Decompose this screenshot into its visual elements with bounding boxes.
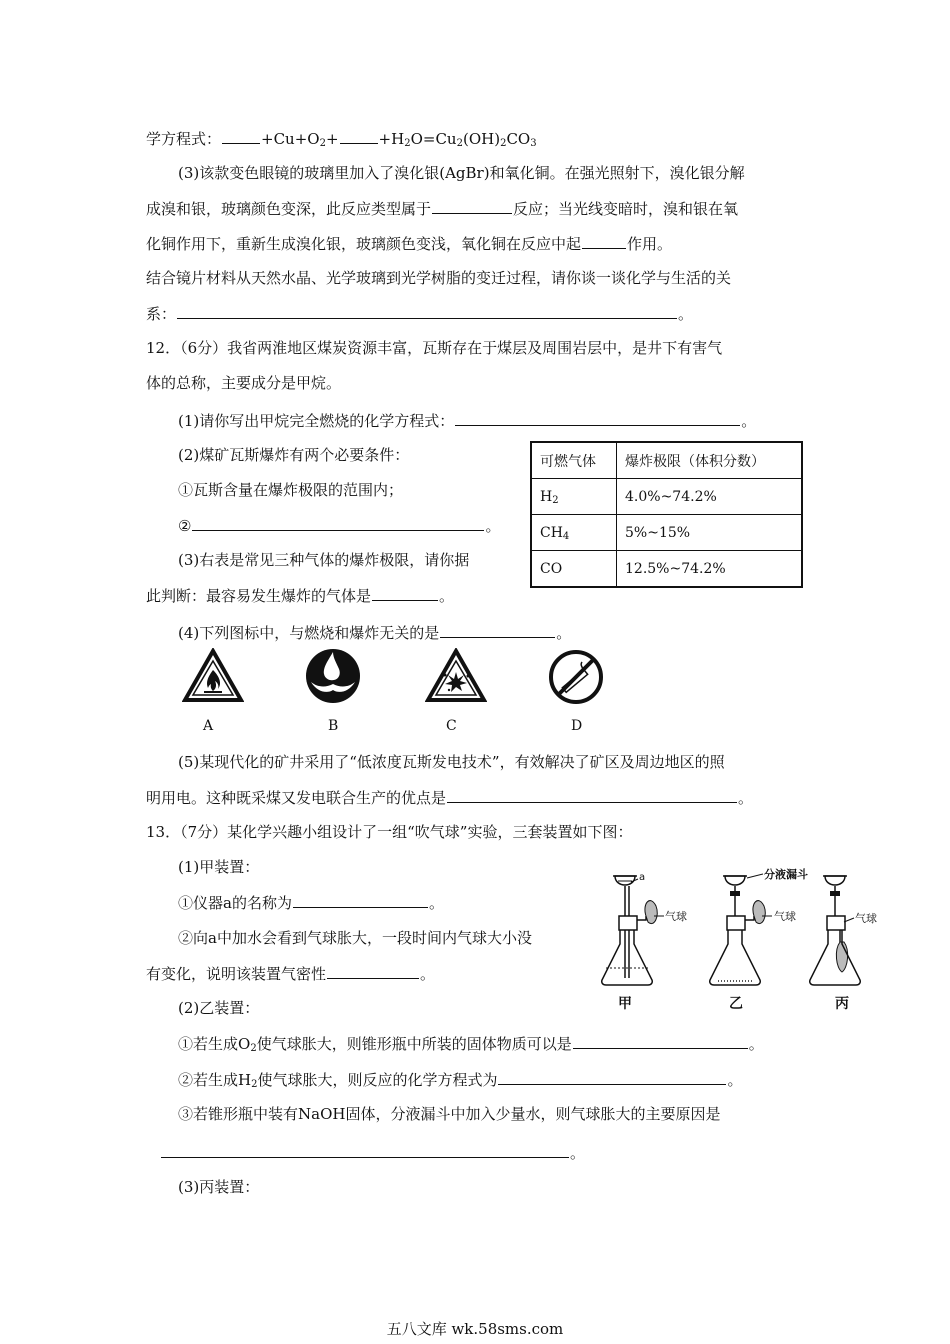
question-13-part3: (3)丙装置： [178, 1178, 260, 1196]
paragraph-line: ②若生成$H_2$使气球胀大，则反应的化学方程式为 。 [178, 1071, 743, 1090]
condition-1: ①瓦斯含量在爆炸极限的范围内； [178, 481, 404, 499]
paragraph-line: ①若生成$O_2$使气球胀大，则锥形瓶中所装的固体物质可以是 。 [178, 1035, 764, 1054]
balloon-label: 气球 [855, 912, 877, 925]
blank [222, 128, 260, 144]
paragraph-line: 。 [160, 1142, 585, 1163]
blank [573, 1033, 748, 1049]
question-13-part2: (2)乙装置： [178, 999, 260, 1017]
paragraph-line: 此判断：最容易发生爆炸的气体是 。 [146, 587, 455, 605]
sign-label-c: C [446, 718, 457, 734]
blank [177, 303, 677, 319]
balloon-label: 气球 [665, 910, 687, 923]
table-row [531, 479, 802, 515]
question-12-part2: (2)煤矿瓦斯爆炸有两个必要条件： [178, 446, 410, 464]
equation-line: 学方程式： $+Cu+O_2+ +H_2O=Cu_2(OH)_2CO_3$ [146, 130, 537, 149]
sign-label-b: B [328, 718, 339, 734]
blank [455, 410, 740, 426]
paragraph-line: 结合镜片材料从天然水晶、光学玻璃到光学树脂的变迁过程，请你谈一谈化学与生活的关 [146, 269, 732, 287]
table-row [531, 551, 802, 588]
label-bing: 丙 [835, 996, 849, 1012]
question-13-part1: (1)甲装置： [178, 858, 260, 876]
apparatus-yi [710, 868, 808, 1012]
blank [192, 515, 484, 531]
explosive-sign-icon [425, 648, 487, 704]
funnel-label: 分液漏斗 [764, 868, 808, 881]
sign-label-a: A [203, 718, 214, 734]
paragraph-line: ③若锥形瓶中装有NaOH固体，分液漏斗中加入少量水，则气球胀大的主要原因是 [178, 1105, 721, 1123]
condition-2: ② 。 [178, 517, 501, 535]
paragraph-line: ②向a中加水会看到气球胀大，一段时间内气球大小没 [178, 929, 532, 947]
table-cell: 5%~15% [617, 515, 803, 551]
no-smoking-sign-icon [547, 648, 605, 706]
table-cell: 4.0%~74.2% [617, 479, 803, 515]
blank [582, 233, 626, 249]
apparatus-bing [810, 876, 877, 1012]
label-yi: 乙 [729, 996, 743, 1012]
question-12-part4: (4)下列图标中，与燃烧和爆炸无关的是 。 [178, 624, 572, 642]
sign-label-d: D [571, 718, 583, 734]
table-header-cell: 爆炸极限（体积分数） [617, 442, 803, 479]
question-12-part3: (3)右表是常见三种气体的爆炸极限，请你据 [178, 551, 470, 569]
balloon-apparatus-figure [598, 868, 888, 1018]
paragraph-line: 有变化，说明该装置气密性 。 [146, 965, 436, 983]
paragraph-line: ①仪器a的名称为 。 [178, 894, 444, 912]
water-sign-icon [303, 646, 363, 706]
apparatus-jia [602, 872, 687, 1012]
paragraph-line: 明用电。这种既采煤又发电联合生产的优点是 。 [146, 789, 754, 807]
question-12-part1: (1)请你写出甲烷完全燃烧的化学方程式： 。 [178, 412, 757, 430]
label-a: a [639, 872, 646, 883]
paragraph-line: 体的总称，主要成分是甲烷。 [146, 374, 342, 392]
footer-watermark: 五八文库 wk.58sms.com [386, 1320, 564, 1338]
table-row [531, 515, 802, 551]
table-cell: 12.5%~74.2% [617, 551, 803, 588]
table-cell: $CH_4$ [531, 515, 617, 551]
blank [161, 1142, 569, 1158]
blank [447, 787, 737, 803]
paragraph-line: 化铜作用下，重新生成溴化银，玻璃颜色变浅，氧化铜在反应中起 作用。 [146, 235, 673, 253]
table-cell: $H_2$ [531, 479, 617, 515]
label-jia: 甲 [618, 996, 632, 1012]
balloon-label: 气球 [774, 910, 796, 923]
blank [293, 892, 428, 908]
paragraph-line: (3)该款变色眼镜的玻璃里加入了溴化银(AgBr)和氧化铜。在强光照射下，溴化银分解 [178, 164, 745, 182]
blank [498, 1069, 726, 1085]
table-cell: CO [531, 551, 617, 588]
question-13-title: 13．（7分）某化学兴趣小组设计了一组“吹气球”实验，三套装置如下图： [146, 823, 633, 841]
blank [432, 198, 512, 214]
flammable-sign-icon [182, 648, 244, 704]
explosion-limit-table [530, 441, 803, 588]
question-12-part5: (5)某现代化的矿井采用了“低浓度瓦斯发电技术”，有效解决了矿区及周边地区的照 [178, 753, 725, 771]
paragraph-line: 系： 。 [146, 305, 694, 323]
blank [440, 622, 555, 638]
paragraph-line: 成溴和银，玻璃颜色变深，此反应类型属于 反应；当光线变暗时，溴和银在氧 [146, 200, 739, 218]
blank [327, 963, 419, 979]
blank [372, 585, 438, 601]
table-header-cell: 可燃气体 [531, 442, 617, 479]
blank [340, 128, 378, 144]
table-header-row [531, 442, 802, 479]
question-12-title: 12．（6分）我省两淮地区煤炭资源丰富，瓦斯存在于煤层及周围岩层中，是井下有害气 [146, 339, 723, 357]
